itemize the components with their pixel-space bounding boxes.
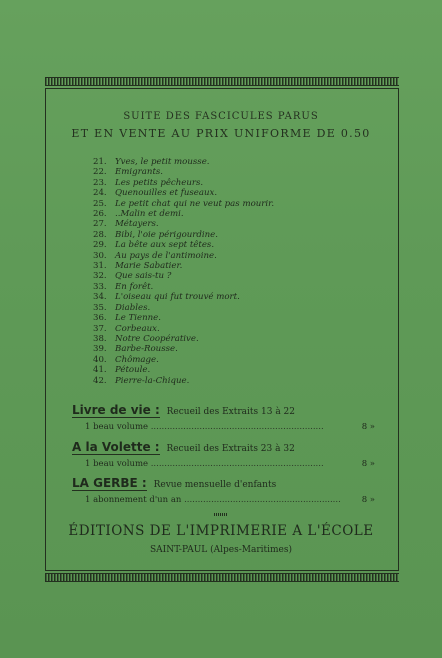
fascicule-number: 35. bbox=[93, 302, 107, 313]
publisher-name: ÉDITIONS DE L'IMPRIMERIE A L'ÉCOLE bbox=[68, 523, 374, 539]
fascicule-item bbox=[93, 313, 274, 323]
fascicule-item bbox=[93, 271, 274, 281]
fascicule-item bbox=[93, 365, 274, 375]
fascicule-title: En forêt. bbox=[115, 281, 154, 292]
fascicule-number: 38. bbox=[93, 333, 107, 344]
fascicule-item bbox=[93, 167, 274, 177]
fascicule-title: Les petits pêcheurs. bbox=[115, 177, 204, 188]
fascicule-item bbox=[93, 282, 274, 292]
fascicule-list bbox=[93, 157, 274, 386]
livre-de-vie-desc: Recueil des Extraits 13 à 22 bbox=[166, 407, 296, 417]
la-gerbe-subscription: 1 abonnement d'un an bbox=[85, 495, 182, 505]
livre-de-vie-volume: 1 beau volume bbox=[85, 422, 149, 432]
la-gerbe-price-line bbox=[85, 495, 375, 505]
fascicule-number: 37. bbox=[93, 323, 107, 334]
livre-de-vie-title: Livre de vie : bbox=[72, 403, 160, 417]
fascicule-number: 39. bbox=[93, 344, 107, 355]
fascicule-number: 34. bbox=[93, 292, 107, 303]
fascicule-item bbox=[93, 209, 274, 219]
fascicule-number: 26. bbox=[93, 209, 107, 220]
fascicule-number: 23. bbox=[93, 177, 107, 188]
fascicule-number: 40. bbox=[93, 354, 107, 365]
fascicule-number: 42. bbox=[93, 375, 107, 386]
fascicule-item bbox=[93, 355, 274, 365]
a-la-volette-dots: ................................................................ bbox=[150, 459, 324, 469]
livre-de-vie-block bbox=[72, 403, 295, 418]
fascicule-title: Pétoule. bbox=[115, 365, 151, 376]
fascicule-title: Diables. bbox=[115, 302, 151, 313]
fascicule-title: Au pays de l'antimoine. bbox=[115, 250, 217, 261]
fascicule-item bbox=[93, 344, 274, 354]
header-line-1: SUITE DES FASCICULES PARUS bbox=[123, 111, 319, 122]
fascicule-title: Notre Coopérative. bbox=[115, 333, 199, 344]
a-la-volette-volume: 1 beau volume bbox=[85, 459, 149, 469]
header-line-2: ET EN VENTE AU PRIX UNIFORME DE 0.50 bbox=[71, 127, 371, 140]
fascicule-number: 36. bbox=[93, 313, 107, 324]
la-gerbe-price: 8 » bbox=[361, 495, 375, 505]
a-la-volette-price: 8 » bbox=[361, 459, 375, 469]
fascicule-number: 25. bbox=[93, 198, 107, 209]
fascicule-item bbox=[93, 251, 274, 261]
fascicule-number: 28. bbox=[93, 229, 107, 240]
fascicule-title: Chômage. bbox=[115, 354, 159, 365]
fascicule-item bbox=[93, 334, 274, 344]
la-gerbe-block bbox=[72, 476, 276, 491]
fascicule-item bbox=[93, 324, 274, 334]
fascicule-title: Métayers. bbox=[115, 219, 159, 230]
fascicule-item bbox=[93, 199, 274, 209]
fascicule-number: 32. bbox=[93, 271, 107, 282]
fascicule-item bbox=[93, 261, 274, 271]
fascicule-item bbox=[93, 240, 274, 250]
fascicule-number: 24. bbox=[93, 188, 107, 199]
fascicule-title: Le petit chat qui ne veut pas mourir. bbox=[115, 198, 275, 209]
fascicule-title: Quenouilles et fuseaux. bbox=[115, 188, 218, 199]
fascicule-number: 33. bbox=[93, 281, 107, 292]
fascicule-title: Pierre-la-Chique. bbox=[115, 375, 190, 386]
fascicule-title: Bibi, l'oie périgourdine. bbox=[115, 229, 218, 240]
fascicule-title: La bête aux sept têtes. bbox=[115, 240, 215, 251]
fascicule-title: Emigrants. bbox=[115, 167, 164, 178]
top-ornament-rule bbox=[45, 77, 399, 86]
a-la-volette-price-line bbox=[85, 459, 375, 469]
la-gerbe-title: LA GERBE : bbox=[72, 476, 147, 490]
fascicule-number: 21. bbox=[93, 157, 107, 167]
fascicule-number: 22. bbox=[93, 167, 107, 178]
livre-de-vie-price: 8 » bbox=[361, 422, 375, 432]
bottom-ornament-rule bbox=[45, 573, 399, 582]
ornament-separator bbox=[214, 513, 228, 516]
publisher-place: SAINT-PAUL (Alpes-Maritimes) bbox=[149, 545, 292, 555]
fascicule-title: Le Tienne. bbox=[115, 313, 161, 324]
a-la-volette-title: A la Volette : bbox=[72, 440, 160, 454]
fascicule-item bbox=[93, 178, 274, 188]
fascicule-item bbox=[93, 230, 274, 240]
fascicule-item bbox=[93, 157, 274, 167]
fascicule-number: 41. bbox=[93, 365, 107, 376]
la-gerbe-desc: Revue mensuelle d'enfants bbox=[153, 480, 277, 490]
fascicule-number: 31. bbox=[93, 261, 107, 272]
fascicule-title: Barbe-Rousse. bbox=[115, 344, 178, 355]
fascicule-number: 30. bbox=[93, 250, 107, 261]
fascicule-title: Corbeaux. bbox=[115, 323, 160, 334]
fascicule-item bbox=[93, 188, 274, 198]
fascicule-item bbox=[93, 303, 274, 313]
a-la-volette-desc: Recueil des Extraits 23 à 32 bbox=[166, 444, 295, 454]
fascicule-item bbox=[93, 219, 274, 229]
fascicule-number: 27. bbox=[93, 219, 107, 230]
fascicule-title: ..Malin et demi. bbox=[115, 209, 184, 220]
fascicule-item bbox=[93, 376, 274, 386]
fascicule-title: Yves, le petit mousse. bbox=[115, 157, 210, 167]
livre-de-vie-price-line bbox=[85, 422, 375, 432]
fascicule-number: 29. bbox=[93, 240, 107, 251]
fascicule-title: Marie Sabatier. bbox=[115, 261, 183, 272]
la-gerbe-dots: .......................................................... bbox=[184, 495, 341, 505]
fascicule-title: L'oiseau qui fut trouvé mort. bbox=[115, 292, 240, 303]
livre-de-vie-dots: ................................................................ bbox=[150, 422, 324, 432]
fascicule-title: Que sais-tu ? bbox=[115, 271, 172, 282]
fascicule-item bbox=[93, 292, 274, 302]
a-la-volette-block bbox=[72, 440, 295, 455]
